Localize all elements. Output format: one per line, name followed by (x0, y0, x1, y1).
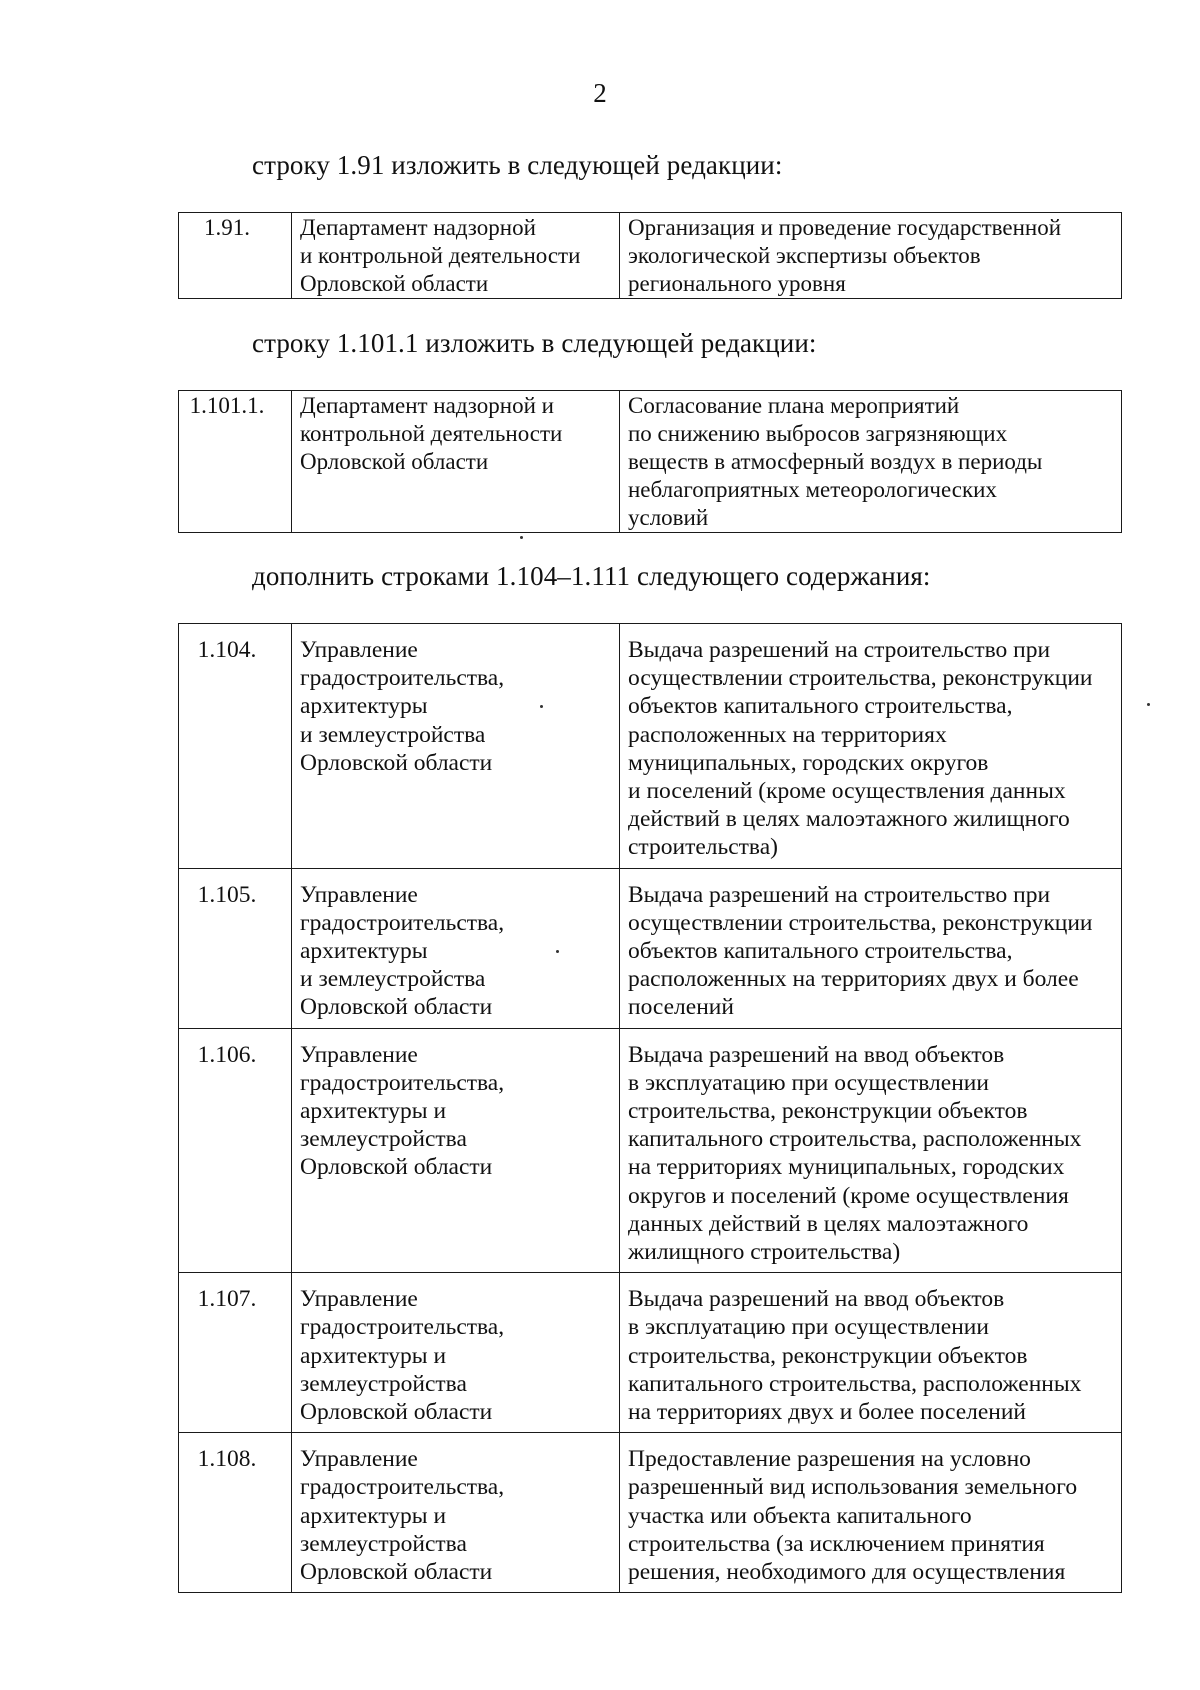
organization-cell: Департамент надзорной и контрольной деятельности Орловской области (292, 391, 620, 533)
function-cell: Выдача разрешений на ввод объектов в эксплуатацию при осуществлении строительства, реконструкции объектов капитального строительства, расположенных на территориях муниципальных, городских округов и поселений (кроме осуществления данных действий в целях малоэтажного жилищного строительства) (620, 1028, 1122, 1273)
table-row (179, 624, 1122, 869)
row-number: 1.107. (179, 1273, 292, 1433)
table-row (179, 1273, 1122, 1433)
table-row (179, 1433, 1122, 1593)
amendment-table-rows-1-104-1-111 (178, 623, 1122, 1593)
amendment-intro-2: строку 1.101.1 изложить в следующей редакции: (252, 328, 817, 358)
amendment-table-row-1-101-1 (178, 390, 1122, 533)
row-number: 1.91. (179, 213, 292, 299)
row-number: 1.105. (179, 868, 292, 1028)
scan-speck (540, 705, 543, 708)
amendment-intro-3: дополнить строками 1.104–1.111 следующего содержания: (252, 561, 931, 591)
function-cell: Выдача разрешений на ввод объектов в эксплуатацию при осуществлении строительства, реконструкции объектов капитального строительства, расположенных на территориях двух и более поселений (620, 1273, 1122, 1433)
function-cell: Согласование плана мероприятий по снижению выбросов загрязняющих веществ в атмосферный воздух в периоды неблагоприятных метеорологических условий (620, 391, 1122, 533)
table-row (179, 868, 1122, 1028)
organization-cell: Управление градостроительства, архитектуры и землеустройства Орловской области (292, 1433, 620, 1593)
organization-cell: Управление градостроительства, архитектуры и землеустройства Орловской области (292, 1028, 620, 1273)
row-number: 1.108. (179, 1433, 292, 1593)
function-cell: Организация и проведение государственной экологической экспертизы объектов регионального уровня (620, 213, 1122, 299)
table-row (179, 391, 1122, 533)
amendment-table-row-1-91 (178, 212, 1122, 299)
scan-speck (520, 536, 523, 539)
page-number: 2 (593, 78, 607, 108)
row-number: 1.106. (179, 1028, 292, 1273)
scan-speck (1147, 703, 1150, 706)
table-row (179, 1028, 1122, 1273)
organization-cell: Управление градостроительства, архитектуры и землеустройства Орловской области (292, 1273, 620, 1433)
table-row (179, 213, 1122, 299)
row-number: 1.101.1. (179, 391, 292, 533)
function-cell: Выдача разрешений на строительство при осуществлении строительства, реконструкции объектов капитального строительства, расположенных на территориях муниципальных, городских округов и поселений (кроме осуществления данных действий в целях малоэтажного жилищного строительства) (620, 624, 1122, 869)
organization-cell: Департамент надзорной и контрольной деятельности Орловской области (292, 213, 620, 299)
amendment-intro-1: строку 1.91 изложить в следующей редакции: (252, 150, 783, 180)
organization-cell: Управление градостроительства, архитектуры и землеустройства Орловской области (292, 868, 620, 1028)
organization-cell: Управление градостроительства, архитектуры и землеустройства Орловской области (292, 624, 620, 869)
function-cell: Выдача разрешений на строительство при осуществлении строительства, реконструкции объектов капитального строительства, расположенных на территориях двух и более поселений (620, 868, 1122, 1028)
function-cell: Предоставление разрешения на условно разрешенный вид использования земельного участка или объекта капитального строительства (за исключением принятия решения, необходимого для осуществления (620, 1433, 1122, 1593)
row-number: 1.104. (179, 624, 292, 869)
scan-speck (556, 950, 559, 953)
